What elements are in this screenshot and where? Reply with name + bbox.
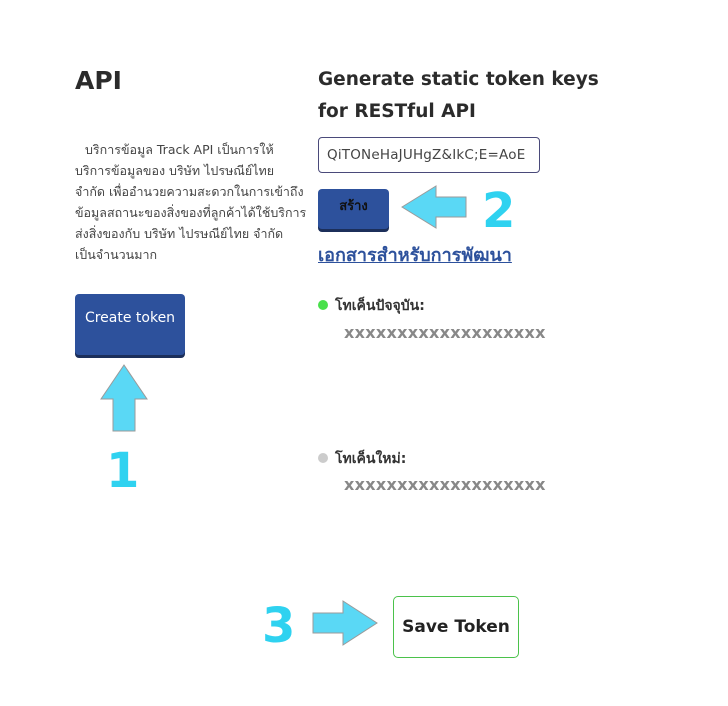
developer-docs-link[interactable]: เอกสารสำหรับการพัฒนา xyxy=(318,245,512,266)
new-token-status-dot xyxy=(318,453,328,463)
create-button[interactable]: สร้าง xyxy=(318,189,389,229)
step-number-1: 1 xyxy=(106,443,140,499)
generate-title-line2: for RESTful API xyxy=(318,101,476,122)
arrow-up-icon xyxy=(99,363,149,433)
current-token-value: xxxxxxxxxxxxxxxxxxx xyxy=(344,323,546,342)
save-token-button[interactable]: Save Token xyxy=(393,596,519,658)
step-number-3: 3 xyxy=(262,598,296,654)
new-token-value: xxxxxxxxxxxxxxxxxxx xyxy=(344,475,546,494)
generate-token-title xyxy=(318,64,618,128)
current-token-status-dot xyxy=(318,300,328,310)
arrow-left-icon xyxy=(400,184,468,230)
api-title: API xyxy=(75,66,122,95)
current-token-label: โทเค็นปัจจุบัน: xyxy=(335,298,425,314)
static-token-input[interactable] xyxy=(318,137,540,173)
arrow-right-icon xyxy=(311,599,379,647)
create-token-button[interactable]: Create token xyxy=(75,294,185,355)
new-token-label: โทเค็นใหม่: xyxy=(335,451,407,467)
generate-title-line1: Generate static token keys xyxy=(318,69,599,90)
step-number-2: 2 xyxy=(482,183,516,239)
api-description: บริการข้อมูล Track API เป็นการให้บริการข้อมูลของ บริษัท ไปรษณีย์ไทย จำกัด เพื่ออำนวยความสะดวกในการเข้าถึงข้อมูลสถานะของสิ่งของที่ลูกค้าได้ใช้บริการส่งสิ่งของกับ บริษัท ไปรษณีย์ไทย จำกัด เป็นจำนวนมาก xyxy=(75,142,307,262)
